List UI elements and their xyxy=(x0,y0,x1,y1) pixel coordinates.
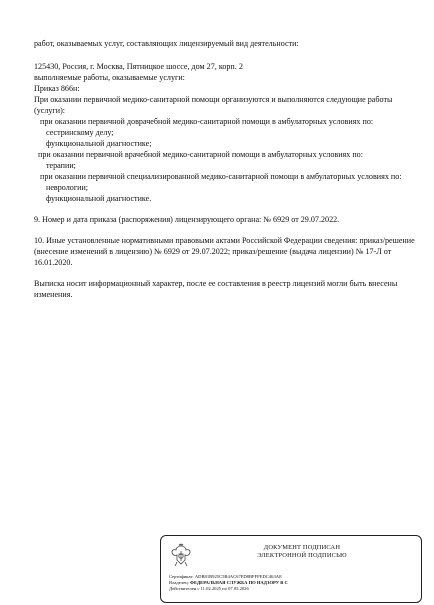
order-reference: Приказ 866н: xyxy=(34,84,80,93)
service-functional-diagnostics: функциональной диагностике. xyxy=(46,194,152,203)
specialized-care: при оказании первичной специализированной медико-санитарной помощи в амбулаторных условиях по: xyxy=(40,172,402,181)
coat-of-arms-icon xyxy=(169,542,193,568)
service-therapy: терапии; xyxy=(46,161,76,170)
section-9: 9. Номер и дата приказа (распоряжения) лицензирующего органа: № 6929 от 29.07.2022. xyxy=(34,215,340,224)
stamp-details xyxy=(169,574,422,593)
service-nursing: сестринскому делу; xyxy=(46,128,114,137)
document-body xyxy=(34,38,416,300)
service-functional-diagnostics: функциональной диагностике; xyxy=(46,139,152,148)
pre-doctor-care: при оказании первичной доврачебной медико-санитарной помощи в амбулаторных условиях по: xyxy=(40,117,374,126)
electronic-signature-stamp xyxy=(160,535,422,603)
disclaimer: Выписка носит информационный характер, после ее составления в реестр лицензий могли быть внесены изменения. xyxy=(34,279,398,299)
certificate-line: Сертификат: ADB81B925C5B4AC67FD8BFFFEDC463AE xyxy=(169,574,282,579)
text-line: работ, оказываемых услуг, составляющих лицензируемый вид деятельности: xyxy=(34,39,299,48)
doctor-care: при оказании первичной врачебной медико-санитарной помощи в амбулаторных условиях по: xyxy=(38,150,363,159)
works-label: выполняемые работы, оказываемые услуги: xyxy=(34,73,185,82)
validity-line: Действителен с 11.02.2025 по 07.05.2026 xyxy=(169,586,249,592)
section-10: 10. Иные установленные нормативными правовыми актами Российской Федерации сведения: приказ/решение (внесение изменений в лицензию) № 6929 от 29.07.2022; приказ/решение (выдача лицензии) № 17-Л от 16.01.2020. xyxy=(34,236,415,267)
address: 125430, Россия, г. Москва, Пятницкое шоссе, дом 27, корп. 2 xyxy=(34,62,243,71)
owner-line: Владелец: ФЕДЕРАЛЬНАЯ СЛУЖБА ПО НАДЗОРУ В С xyxy=(169,580,288,586)
stamp-title: ДОКУМЕНТ ПОДПИСАН ЭЛЕКТРОННОЙ ПОДПИСЬЮ xyxy=(257,544,347,559)
primary-care-intro: При оказании первичной медико-санитарной помощи организуются и выполняются следующие работы (услуги): xyxy=(34,95,393,115)
service-neurology: неврологии; xyxy=(46,183,89,192)
